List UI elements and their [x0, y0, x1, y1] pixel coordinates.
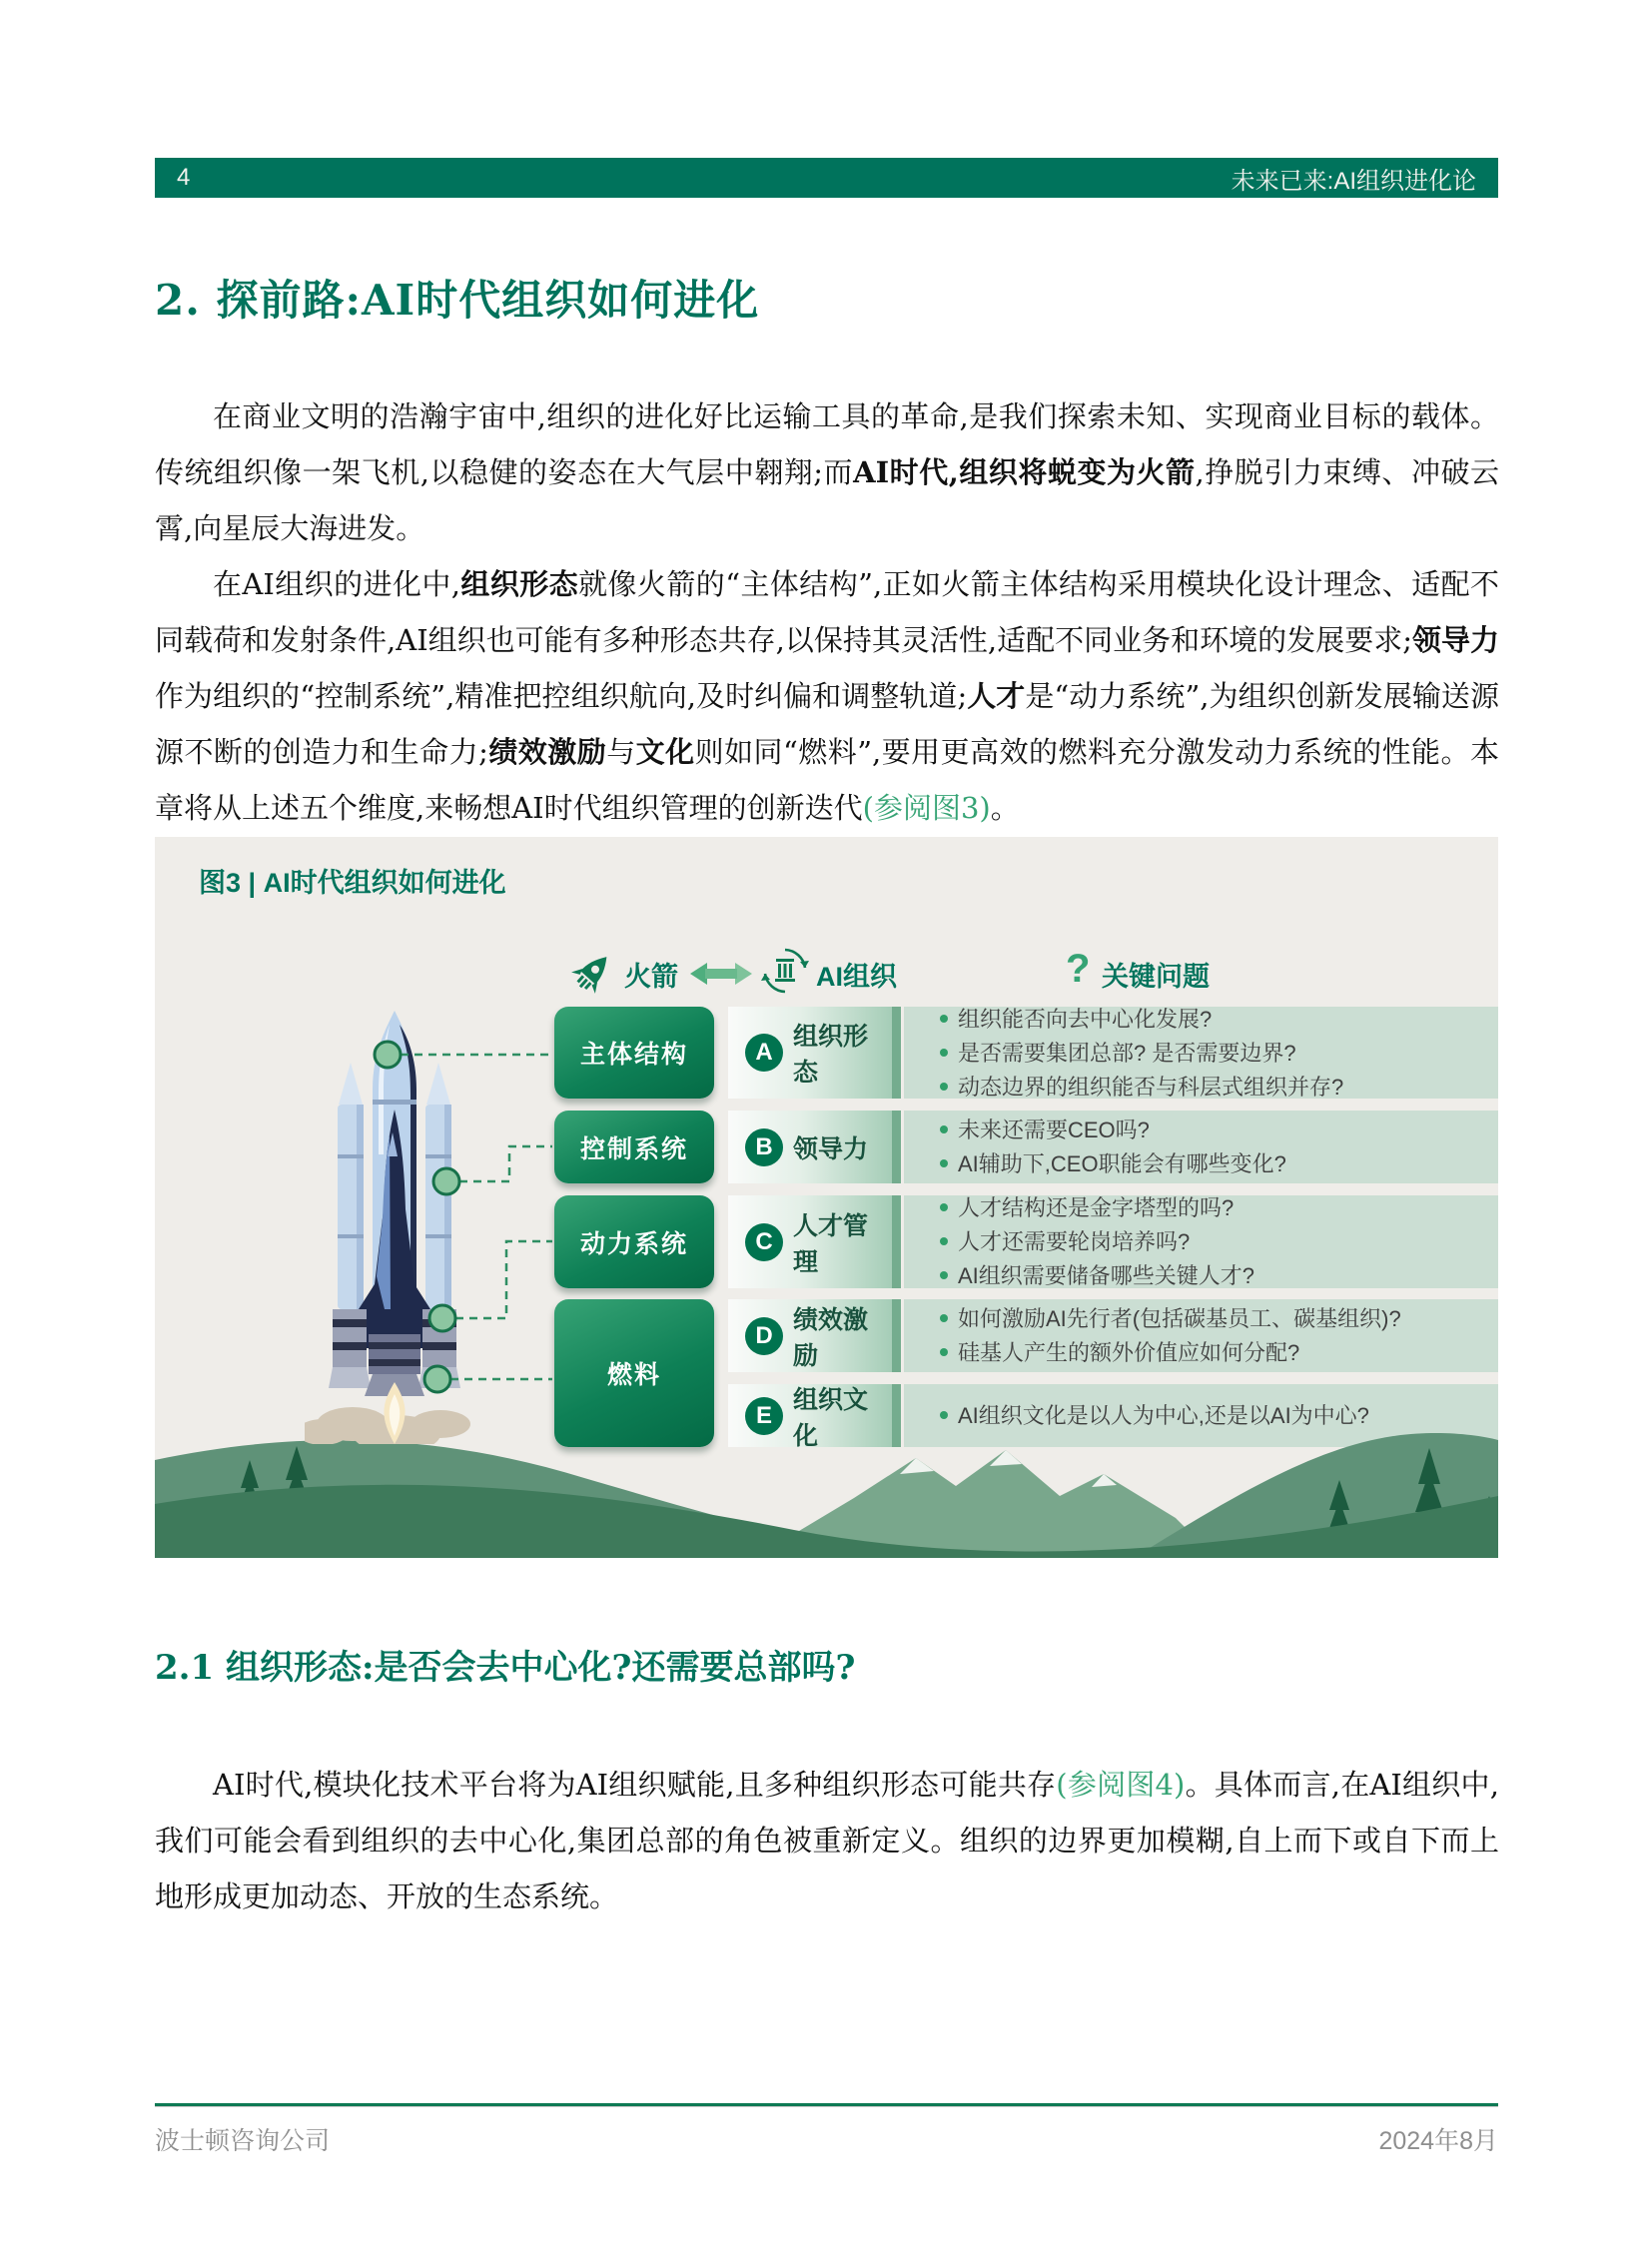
questions-panel-incentive: 如何激励AI先行者(包括碳基员工、碳基组织)? 硅基人产生的额外价值应如何分配? [904, 1299, 1498, 1372]
page-number: 4 [177, 164, 191, 191]
section-title: 2. 探前路:AI时代组织如何进化 [155, 276, 760, 325]
page-header-bar [155, 158, 1498, 198]
dimension-cell-leadership: B 领导力 [728, 1111, 901, 1183]
dimension-cell-culture: E 组织文化 [728, 1384, 901, 1447]
page-footer [155, 2103, 1498, 2157]
legend-ai-org-label: AI组织 [816, 962, 897, 992]
letter-badge: C [745, 1223, 783, 1261]
rocket-part-box-control: 控制系统 [554, 1111, 714, 1183]
paragraph-1: 在商业文明的浩瀚宇宙中,组织的进化好比运输工具的革命,是我们探索未知、实现商业目标的载体。传统组织像一架飞机,以稳健的姿态在大气层中翱翔;而AI时代,组织将蜕变为火箭,挣脱引力束缚、冲破云霄,向星辰大海进发。 [155, 399, 1500, 545]
dimension-cell-incentive: D 绩效激励 [728, 1299, 901, 1372]
rocket-part-box-power: 动力系统 [554, 1195, 714, 1288]
letter-badge: A [745, 1034, 783, 1072]
rocket-marker-dots [375, 1042, 459, 1392]
questions-panel-culture: AI组织文化是以人为中心,还是以AI为中心? [904, 1384, 1498, 1447]
letter-badge: B [745, 1128, 783, 1166]
subsection-title: 2.1 组织形态:是否会去中心化?还需要总部吗? [155, 1648, 856, 1688]
questions-panel-leadership: 未来还需要CEO吗? AI辅助下,CEO职能会有哪些变化? [904, 1111, 1498, 1183]
rocket-part-box-body: 主体结构 [554, 1007, 714, 1099]
letter-badge: E [745, 1397, 783, 1435]
letter-badge: D [745, 1317, 783, 1355]
questions-panel-talent: 人才结构还是金字塔型的吗? 人才还需要轮岗培养吗? AI组织需要储备哪些关键人才? [904, 1195, 1498, 1288]
legend-rocket-label: 火箭 [624, 962, 678, 992]
question-mark-icon: ? [1066, 947, 1091, 991]
connector-lines [155, 837, 1498, 1496]
dimension-cell-talent: C 人才管理 [728, 1195, 901, 1288]
paragraph-3: AI时代,模块化技术平台将为AI组织赋能,且多种组织形态可能共存(参阅图4)。具体而言,在AI组织中,我们可能会看到组织的去中心化,集团总部的角色被重新定义。组织的边界更加模糊,自上而下或自下而上地形成更加动态、开放的生态系统。 [155, 1768, 1499, 1913]
paragraph-2: 在AI组织的进化中,组织形态就像火箭的“主体结构”,正如火箭主体结构采用模块化设计理念、适配不同载荷和发射条件,AI组织也可能有多种形态共存,以保持其灵活性,适配不同业务和环境的发展要求;领导力作为组织的“控制系统”,精准把控组织航向,及时纠偏和调整轨道;人才是“动力系统”,为组织创新发展输送源源不断的创造力和生命力;绩效激励与文化则如同“燃料”,要用更高效的燃料充分激发动力系统的性能。本章将从上述五个维度,来畅想AI时代组织管理的创新迭代(参阅图3)。 [155, 567, 1499, 825]
legend-key-questions-label: 关键问题 [1102, 962, 1210, 992]
questions-panel-org-form: 组织能否向去中心化发展? 是否需要集团总部? 是否需要边界? 动态边界的组织能否与科层式组织并存? [904, 1007, 1498, 1099]
document-title: 未来已来:AI组织进化论 [1231, 167, 1476, 195]
rocket-part-box-fuel: 燃料 [554, 1299, 714, 1447]
dimension-cell-org-form: A 组织形态 [728, 1007, 901, 1099]
footer-date: 2024年8月 [1378, 2127, 1498, 2155]
footer-company: 波士顿咨询公司 [155, 2127, 331, 2155]
figure-3 [155, 837, 1498, 1558]
figure-title: 图3 | AI时代组织如何进化 [199, 868, 506, 898]
